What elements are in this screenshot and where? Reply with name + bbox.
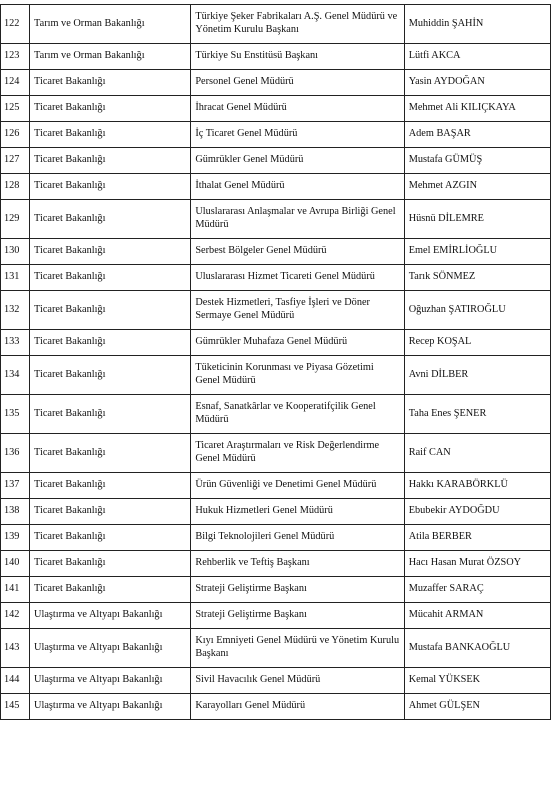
table-row <box>1 330 551 356</box>
appointee-name-cell: Avni DİLBER <box>404 356 550 395</box>
row-number-cell: 136 <box>1 434 30 473</box>
appointee-name-cell: Hüsnü DİLEMRE <box>404 200 550 239</box>
ministry-cell: Ulaştırma ve Altyapı Bakanlığı <box>30 668 191 694</box>
table-row <box>1 291 551 330</box>
position-title-cell: Esnaf, Sanatkârlar ve Kooperatifçilik Genel Müdürü <box>191 395 404 434</box>
table-row <box>1 603 551 629</box>
position-title-cell: Karayolları Genel Müdürü <box>191 694 404 720</box>
position-title-cell: Türkiye Şeker Fabrikaları A.Ş. Genel Müdürü ve Yönetim Kurulu Başkanı <box>191 5 404 44</box>
row-number-cell: 141 <box>1 577 30 603</box>
table-row <box>1 577 551 603</box>
row-number-cell: 124 <box>1 70 30 96</box>
row-number-cell: 128 <box>1 174 30 200</box>
position-title-cell: Uluslararası Anlaşmalar ve Avrupa Birliği Genel Müdürü <box>191 200 404 239</box>
appointee-name-cell: Taha Enes ŞENER <box>404 395 550 434</box>
row-number-cell: 127 <box>1 148 30 174</box>
ministry-cell: Ticaret Bakanlığı <box>30 356 191 395</box>
position-title-cell: Türkiye Su Enstitüsü Başkanı <box>191 44 404 70</box>
ministry-cell: Ticaret Bakanlığı <box>30 200 191 239</box>
appointee-name-cell: Atila BERBER <box>404 525 550 551</box>
row-number-cell: 145 <box>1 694 30 720</box>
table-row <box>1 525 551 551</box>
ministry-cell: Ticaret Bakanlığı <box>30 122 191 148</box>
row-number-cell: 133 <box>1 330 30 356</box>
appointee-name-cell: Mehmet AZGIN <box>404 174 550 200</box>
ministry-cell: Ticaret Bakanlığı <box>30 330 191 356</box>
row-number-cell: 134 <box>1 356 30 395</box>
appointee-name-cell: Hacı Hasan Murat ÖZSOY <box>404 551 550 577</box>
ministry-cell: Ticaret Bakanlığı <box>30 291 191 330</box>
table-row <box>1 96 551 122</box>
table-row <box>1 239 551 265</box>
ministry-cell: Ticaret Bakanlığı <box>30 395 191 434</box>
row-number-cell: 130 <box>1 239 30 265</box>
table-row <box>1 148 551 174</box>
row-number-cell: 138 <box>1 499 30 525</box>
appointee-name-cell: Kemal YÜKSEK <box>404 668 550 694</box>
position-title-cell: İhracat Genel Müdürü <box>191 96 404 122</box>
row-number-cell: 139 <box>1 525 30 551</box>
table-row <box>1 174 551 200</box>
ministry-cell: Ticaret Bakanlığı <box>30 551 191 577</box>
appointee-name-cell: Tarık SÖNMEZ <box>404 265 550 291</box>
row-number-cell: 123 <box>1 44 30 70</box>
table-row <box>1 122 551 148</box>
position-title-cell: Kıyı Emniyeti Genel Müdürü ve Yönetim Kurulu Başkanı <box>191 629 404 668</box>
ministry-cell: Tarım ve Orman Bakanlığı <box>30 44 191 70</box>
table-row <box>1 265 551 291</box>
appointee-name-cell: Mücahit ARMAN <box>404 603 550 629</box>
table-row <box>1 473 551 499</box>
appointee-name-cell: Oğuzhan ŞATIROĞLU <box>404 291 550 330</box>
ministry-cell: Ticaret Bakanlığı <box>30 265 191 291</box>
table-row <box>1 668 551 694</box>
row-number-cell: 129 <box>1 200 30 239</box>
position-title-cell: Gümrükler Genel Müdürü <box>191 148 404 174</box>
position-title-cell: Sivil Havacılık Genel Müdürü <box>191 668 404 694</box>
ministry-cell: Ticaret Bakanlığı <box>30 148 191 174</box>
position-title-cell: Strateji Geliştirme Başkanı <box>191 577 404 603</box>
appointee-name-cell: Mustafa GÜMÜŞ <box>404 148 550 174</box>
position-title-cell: Ürün Güvenliği ve Denetimi Genel Müdürü <box>191 473 404 499</box>
position-title-cell: İç Ticaret Genel Müdürü <box>191 122 404 148</box>
position-title-cell: Hukuk Hizmetleri Genel Müdürü <box>191 499 404 525</box>
appointee-name-cell: Yasin AYDOĞAN <box>404 70 550 96</box>
ministry-cell: Ticaret Bakanlığı <box>30 473 191 499</box>
position-title-cell: Ticaret Araştırmaları ve Risk Değerlendirme Genel Müdürü <box>191 434 404 473</box>
table-row <box>1 499 551 525</box>
row-number-cell: 143 <box>1 629 30 668</box>
ministry-cell: Ulaştırma ve Altyapı Bakanlığı <box>30 629 191 668</box>
appointee-name-cell: Ahmet GÜLŞEN <box>404 694 550 720</box>
ministry-cell: Ticaret Bakanlığı <box>30 577 191 603</box>
appointee-name-cell: Recep KOŞAL <box>404 330 550 356</box>
ministry-cell: Ulaştırma ve Altyapı Bakanlığı <box>30 694 191 720</box>
appointee-name-cell: Emel EMİRLİOĞLU <box>404 239 550 265</box>
appointee-name-cell: Lütfi AKCA <box>404 44 550 70</box>
position-title-cell: Serbest Bölgeler Genel Müdürü <box>191 239 404 265</box>
row-number-cell: 131 <box>1 265 30 291</box>
appointee-name-cell: Hakkı KARABÖRKLÜ <box>404 473 550 499</box>
position-title-cell: Bilgi Teknolojileri Genel Müdürü <box>191 525 404 551</box>
position-title-cell: Personel Genel Müdürü <box>191 70 404 96</box>
row-number-cell: 142 <box>1 603 30 629</box>
row-number-cell: 140 <box>1 551 30 577</box>
appointee-name-cell: Muhiddin ŞAHİN <box>404 5 550 44</box>
ministry-cell: Ticaret Bakanlığı <box>30 525 191 551</box>
appointee-name-cell: Mehmet Ali KILIÇKAYA <box>404 96 550 122</box>
ministry-cell: Ticaret Bakanlığı <box>30 499 191 525</box>
position-title-cell: İthalat Genel Müdürü <box>191 174 404 200</box>
position-title-cell: Destek Hizmetleri, Tasfiye İşleri ve Döner Sermaye Genel Müdürü <box>191 291 404 330</box>
ministry-cell: Ticaret Bakanlığı <box>30 70 191 96</box>
table-row <box>1 70 551 96</box>
appointee-name-cell: Raif CAN <box>404 434 550 473</box>
appointee-name-cell: Adem BAŞAR <box>404 122 550 148</box>
appointee-name-cell: Muzaffer SARAÇ <box>404 577 550 603</box>
row-number-cell: 135 <box>1 395 30 434</box>
appointments-table <box>0 4 551 720</box>
ministry-cell: Tarım ve Orman Bakanlığı <box>30 5 191 44</box>
ministry-cell: Ticaret Bakanlığı <box>30 239 191 265</box>
ministry-cell: Ticaret Bakanlığı <box>30 174 191 200</box>
row-number-cell: 137 <box>1 473 30 499</box>
position-title-cell: Uluslararası Hizmet Ticareti Genel Müdürü <box>191 265 404 291</box>
ministry-cell: Ulaştırma ve Altyapı Bakanlığı <box>30 603 191 629</box>
table-row <box>1 200 551 239</box>
position-title-cell: Gümrükler Muhafaza Genel Müdürü <box>191 330 404 356</box>
table-row <box>1 356 551 395</box>
appointee-name-cell: Mustafa BANKAOĞLU <box>404 629 550 668</box>
table-row <box>1 434 551 473</box>
table-row <box>1 694 551 720</box>
document-page <box>0 4 551 720</box>
position-title-cell: Strateji Geliştirme Başkanı <box>191 603 404 629</box>
position-title-cell: Rehberlik ve Teftiş Başkanı <box>191 551 404 577</box>
position-title-cell: Tüketicinin Korunması ve Piyasa Gözetimi Genel Müdürü <box>191 356 404 395</box>
ministry-cell: Ticaret Bakanlığı <box>30 434 191 473</box>
table-row <box>1 629 551 668</box>
appointee-name-cell: Ebubekir AYDOĞDU <box>404 499 550 525</box>
row-number-cell: 144 <box>1 668 30 694</box>
row-number-cell: 122 <box>1 5 30 44</box>
row-number-cell: 132 <box>1 291 30 330</box>
row-number-cell: 125 <box>1 96 30 122</box>
table-row <box>1 395 551 434</box>
row-number-cell: 126 <box>1 122 30 148</box>
ministry-cell: Ticaret Bakanlığı <box>30 96 191 122</box>
table-row <box>1 5 551 44</box>
table-row <box>1 44 551 70</box>
appointments-table-body <box>1 5 551 720</box>
table-row <box>1 551 551 577</box>
